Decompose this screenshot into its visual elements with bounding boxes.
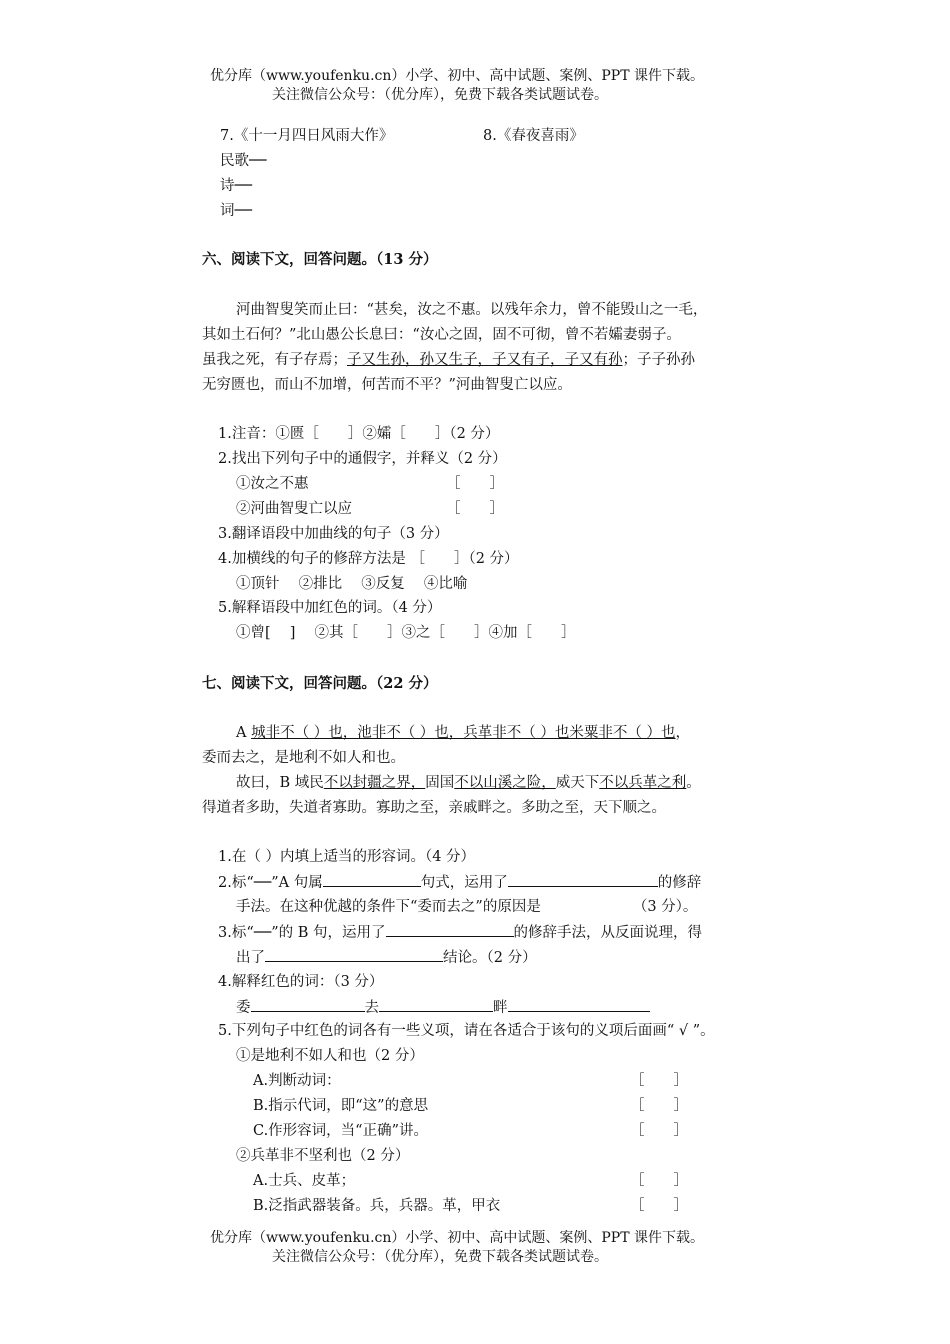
answer-blank[interactable] — [265, 947, 443, 962]
s7-q3-part-a: 3.标“──”的 B 句，运用了 — [218, 925, 386, 941]
s7-q2-part-c: 的修辞 — [657, 875, 702, 891]
answer-blank[interactable] — [323, 872, 421, 887]
s7-q5-s2-option-b: B.泛指武器装备。兵，兵器。革，甲衣 — [253, 1198, 501, 1214]
s6-p3-start: 虽我之死，有子存焉； — [202, 352, 347, 368]
answer-bracket[interactable]: ［ ］ — [446, 501, 504, 517]
answer-bracket[interactable]: ［ ］ — [630, 1098, 688, 1114]
s7-q5-sentence-1: ①是地利不如人和也（2 分） — [236, 1048, 424, 1064]
s7-p3-mid-1: 固国 — [425, 775, 455, 791]
s6-passage-line-1: 河曲智叟笑而止曰：“甚矣，汝之不惠。以残年余力，曾不能毁山之一毛， — [236, 302, 708, 318]
s7-question-5: 5.下列句子中红色的词各有一些义项，请在各适合于该句的义项后面画“ √ ”。 — [218, 1023, 715, 1039]
answer-bracket[interactable]: ［ ］ — [630, 1173, 688, 1189]
section-7-title: 七、阅读下文，回答问题。（22 分） — [202, 675, 438, 692]
s7-q2-part-d: 手法。在这种优越的条件下“委而去之”的原因是 — [236, 899, 541, 915]
s7-question-2 — [218, 872, 701, 893]
s7-p3-mid-2: 威天下 — [555, 775, 600, 791]
footer-line-1: 优分库（www.youfenku.cn）小学、初中、高中试题、案例、PPT 课件下载。 — [210, 1230, 705, 1246]
s7-q2-part-e: （3 分）。 — [632, 899, 698, 915]
s7-question-4: 4.解释红色的词：（3 分） — [218, 974, 384, 990]
s7-b-phrase-3: 不以兵革之利 — [599, 775, 687, 791]
s7-passage-line-1 — [236, 723, 690, 743]
s7-passage-line-2: 委而去之，是地利不如人和也。 — [202, 750, 405, 766]
s6-question-3: 3.翻译语段中加曲线的句子（3 分） — [218, 526, 449, 542]
s7-q2-part-a: 2.标“──”A 句属 — [218, 875, 323, 891]
s6-q4-options: ①顶针 ②排比 ③反复 ④比喻 — [236, 576, 468, 592]
s7-q3-part-c: 出了 — [236, 950, 265, 966]
s7-p3-end: 。 — [686, 775, 701, 791]
section-6-title: 六、阅读下文，回答问题。（13 分） — [202, 251, 438, 268]
s6-question-5: 5.解释语段中加红色的词。（4 分） — [218, 600, 442, 616]
answer-bracket[interactable]: ［ ］ — [630, 1198, 688, 1214]
s7-b-phrase-1: 不以封疆之界， — [323, 775, 426, 791]
footer-line-2: 关注微信公众号：（优分库），免费下载各类试题试卷。 — [272, 1249, 608, 1265]
s7-q5-sentence-2: ②兵革非不坚利也（2 分） — [236, 1148, 410, 1164]
s6-q2-item-a: ①汝之不惠 — [236, 476, 309, 492]
s6-q5-options: ①曾[ ] ②其［ ］③之［ ］④加［ ］ — [236, 625, 576, 641]
answer-blank[interactable] — [508, 872, 658, 887]
word-wei: 委 — [236, 1000, 251, 1016]
s7-q3-part-b: 的修辞手法，从反面说理，得 — [513, 925, 702, 941]
s6-question-4: 4.加横线的句子的修辞方法是 ［ ］（2 分） — [218, 551, 519, 567]
s7-q2-part-b: 句式，运用了 — [420, 875, 508, 891]
s7-p3-start: 故曰，B 域民 — [236, 775, 324, 791]
s7-q5-s1-option-a: A.判断动词： — [253, 1073, 341, 1089]
s6-q2-item-b: ②河曲智叟亡以应 — [236, 501, 352, 517]
s7-passage-line-3 — [236, 773, 701, 793]
s7-question-3 — [218, 922, 702, 943]
answer-bracket[interactable]: ［ ］ — [630, 1123, 688, 1139]
s6-question-2: 2.找出下列句子中的通假字，并释义（2 分） — [218, 451, 507, 467]
s6-p3-end: ；子子孙孙 — [622, 352, 695, 368]
answer-blank[interactable] — [508, 997, 650, 1012]
poem-item-7: 7.《十一月四日风雨大作》 — [220, 128, 394, 144]
answer-blank[interactable] — [379, 997, 493, 1012]
s7-question-2-cont — [236, 897, 697, 917]
s7-q3-part-d: 结论。（2 分） — [443, 950, 537, 966]
s7-q4-words — [236, 997, 650, 1018]
s6-passage-line-3 — [202, 350, 695, 370]
s6-question-1: 1.注音：①匮［ ］②孀［ ］（2 分） — [218, 426, 500, 442]
s7-label-a: A — [236, 725, 252, 741]
s7-passage-line-4: 得道者多助，失道者寡助。寡助之至，亲戚畔之。多助之至，天下顺之。 — [202, 800, 666, 816]
s7-p1-end: ， — [675, 725, 691, 741]
category-minge: 民歌── — [220, 153, 267, 169]
header-line-2: 关注微信公众号：（优分库），免费下载各类试题试卷。 — [272, 87, 608, 103]
category-shi: 诗── — [220, 178, 252, 194]
s7-b-phrase-2: 不以山溪之险， — [454, 775, 556, 791]
answer-blank[interactable] — [251, 997, 365, 1012]
poem-item-8: 8.《春夜喜雨》 — [483, 128, 584, 144]
s7-q5-s1-option-c: C.作形容词，当“正确”讲。 — [253, 1123, 429, 1139]
s7-q5-s1-option-b: B.指示代词，即“这”的意思 — [253, 1098, 429, 1114]
answer-blank[interactable] — [386, 922, 514, 937]
s6-passage-line-4: 无穷匮也，而山不加增，何苦而不平？”河曲智叟亡以应。 — [202, 377, 572, 393]
answer-bracket[interactable]: ［ ］ — [630, 1073, 688, 1089]
s7-q5-s2-option-a: A.士兵、皮革； — [253, 1173, 356, 1189]
s6-wavy-sentence: 子又生孙，孙又生子，子又有子，子又有孙 — [347, 352, 623, 368]
s7-question-3-cont — [236, 947, 537, 968]
header-line-1: 优分库（www.youfenku.cn）小学、初中、高中试题、案例、PPT 课件下载。 — [210, 68, 705, 84]
category-ci: 词── — [220, 203, 252, 219]
word-pan: 畔 — [493, 1000, 508, 1016]
s6-passage-line-2: 其如土石何？”北山愚公长息曰：“汝心之固，固不可彻，曾不若孀妻弱子。 — [202, 327, 681, 343]
s7-question-1: 1.在（ ）内填上适当的形容词。（4 分） — [218, 849, 476, 865]
answer-bracket[interactable]: ［ ］ — [446, 476, 504, 492]
s7-sentence-a: 城非不（ ）也，池非不（ ）也，兵革非不（ ）也米粟非不（ ）也 — [251, 725, 676, 741]
word-qu: 去 — [364, 1000, 379, 1016]
